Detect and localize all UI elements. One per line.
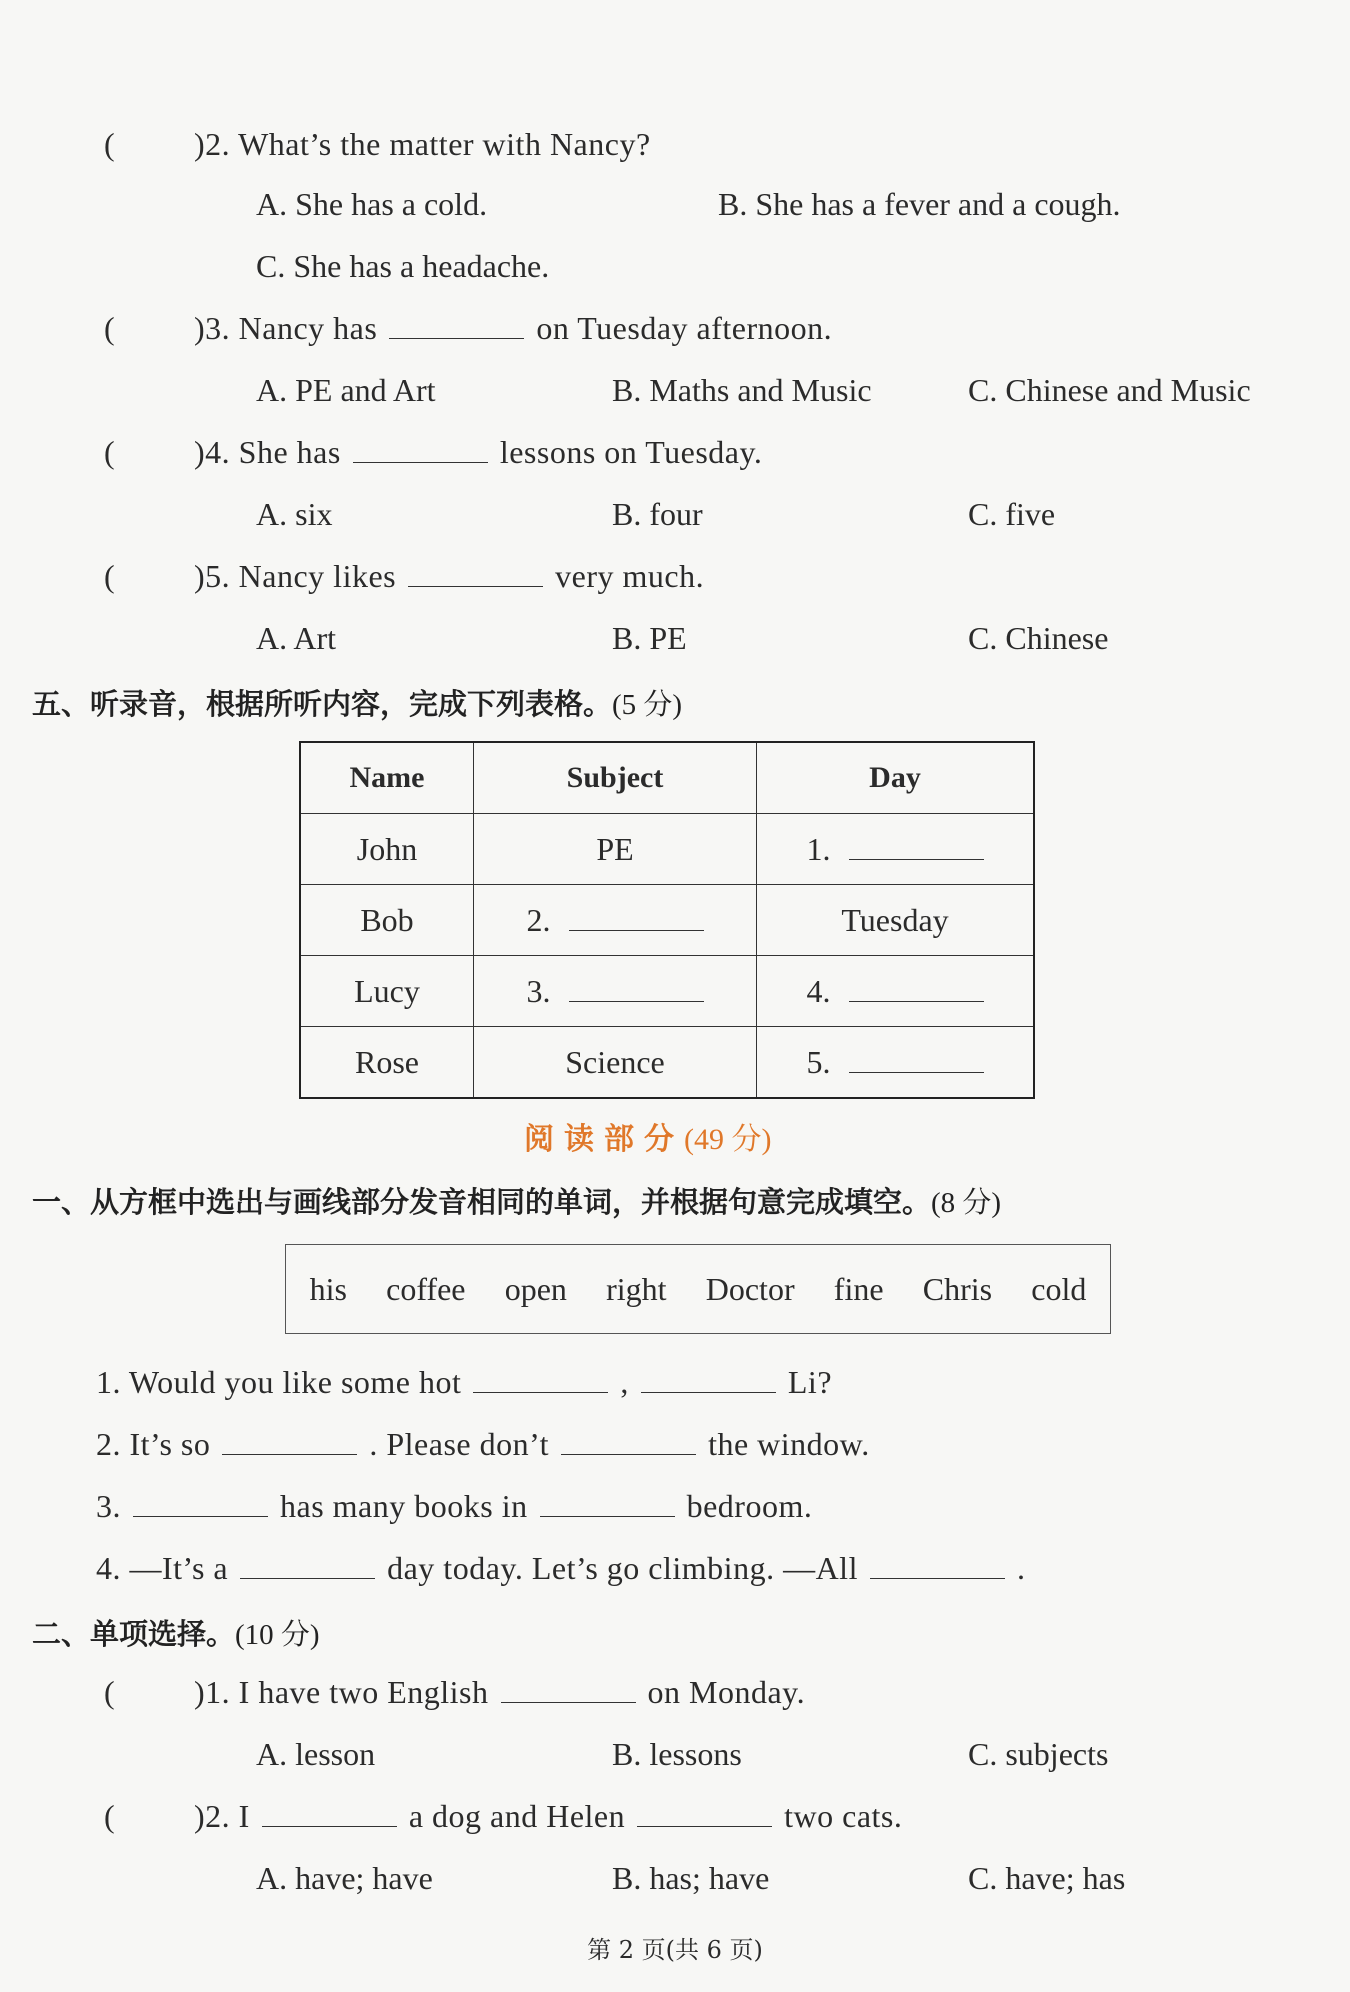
sentence-text: day today. Let’s go climbing. —All [387,1550,858,1586]
option-a: A. She has a cold. [256,186,488,222]
table-cell: John [300,814,474,885]
answer-blank[interactable] [849,831,984,860]
table-cell: Rose [300,1027,474,1099]
question-stem [194,558,704,595]
option-c: C. Chinese and Music [968,372,1251,408]
section-score: (5 分) [612,689,683,721]
table-cell [474,885,757,956]
stem-text: on Tuesday afternoon. [536,310,833,346]
table-cell [757,814,1035,885]
answer-blank[interactable] [240,1550,375,1579]
answer-blank[interactable] [641,1364,776,1393]
section-score: (10 分) [235,1619,320,1651]
sentence-text: bedroom. [686,1488,813,1524]
section-title-text: 五、听录音，根据所听内容，完成下列表格。 [32,687,613,721]
option-c: C. Chinese [968,620,1109,656]
answer-blank[interactable] [870,1550,1005,1579]
answer-blank[interactable] [389,310,524,339]
answer-blank[interactable] [637,1798,772,1827]
answer-blank[interactable] [222,1426,357,1455]
listening-table [299,741,1035,1099]
fill-sentence [96,1364,832,1401]
sentence-text: Li? [787,1364,833,1400]
stem-text: )1. I have two English [194,1674,489,1710]
option-c: C. have; has [968,1860,1126,1896]
table-header: Subject [474,742,757,814]
section-title-text: 二、单项选择。 [32,1617,236,1651]
stem-text: )5. Nancy likes [194,558,397,594]
question-stem [194,434,762,471]
question-stem [194,310,832,347]
word-option: Chris [922,1270,993,1307]
word-option: cold [1031,1270,1087,1307]
sentence-text: 4. —It’s a [96,1550,229,1586]
question-stem: )2. What’s the matter with Nancy? [194,126,651,162]
table-cell: Tuesday [757,885,1035,956]
answer-blank[interactable] [353,434,488,463]
sentence-text: , [620,1364,629,1400]
blank-number: 1. [806,830,831,867]
answer-blank[interactable] [133,1488,268,1517]
blank-number: 5. [806,1043,831,1080]
option-b: B. four [612,496,703,532]
option-b: B. Maths and Music [612,372,872,408]
answer-blank[interactable] [569,902,704,931]
answer-blank[interactable] [849,1044,984,1073]
word-box [285,1244,1111,1334]
fill-sentence [96,1426,870,1463]
sentence-text: 2. It’s so [96,1426,211,1462]
answer-paren[interactable]: ( [104,1798,115,1834]
answer-blank[interactable] [408,558,543,587]
word-option: fine [833,1270,884,1307]
fill-sentence [96,1550,1025,1587]
option-a: A. six [256,496,333,532]
answer-blank[interactable] [561,1426,696,1455]
option-c: C. subjects [968,1736,1109,1772]
table-header: Day [757,742,1035,814]
option-b: B. lessons [612,1736,742,1772]
section-score: (8 分) [931,1187,1002,1219]
table-cell [757,1027,1035,1099]
option-a: A. lesson [256,1736,376,1772]
word-option: his [309,1270,347,1307]
table-cell: Lucy [300,956,474,1027]
stem-text: on Monday. [647,1674,806,1710]
sentence-text: . [1016,1550,1026,1586]
answer-paren[interactable]: ( [104,310,115,346]
stem-text: two cats. [784,1798,903,1834]
answer-paren[interactable]: ( [104,1674,115,1710]
option-a: A. Art [256,620,336,656]
blank-number: 4. [806,972,831,1009]
sentence-text: the window. [708,1426,870,1462]
table-cell: Science [474,1027,757,1099]
part-title-text: 阅读部分 [524,1122,684,1157]
option-b: B. PE [612,620,687,656]
sentence-text: has many books in [280,1488,528,1524]
answer-paren[interactable]: ( [104,434,115,470]
table-row [300,814,1034,885]
question-stem [194,1798,902,1835]
table-cell [757,956,1035,1027]
word-option: Doctor [705,1270,795,1307]
question-stem [194,1674,805,1711]
table-cell: Bob [300,885,474,956]
word-option: coffee [386,1270,466,1307]
table-header: Name [300,742,474,814]
answer-blank[interactable] [569,973,704,1002]
blank-number: 2. [526,901,551,938]
table-cell [474,956,757,1027]
part-score: (49 分) [684,1123,772,1156]
option-c: C. five [968,496,1056,532]
section-title [32,1180,1001,1221]
table-row [300,885,1034,956]
stem-text: lessons on Tuesday. [499,434,763,470]
sentence-text: . Please don’t [369,1426,550,1462]
stem-text: very much. [555,558,705,594]
answer-paren[interactable]: ( [104,558,115,594]
sentence-text: 1. Would you like some hot [96,1364,462,1400]
section-title [32,682,682,723]
option-a: A. have; have [256,1860,433,1896]
blank-number: 3. [526,972,551,1009]
fill-sentence [96,1488,812,1525]
option-b: B. has; have [612,1860,770,1896]
section-title-text: 一、从方框中选出与画线部分发音相同的单词，并根据句意完成填空。 [32,1185,932,1219]
answer-blank[interactable] [473,1364,608,1393]
answer-blank[interactable] [540,1488,675,1517]
stem-text: )4. She has [194,434,341,470]
stem-text: )3. Nancy has [194,310,378,346]
section-title [32,1612,320,1653]
answer-paren[interactable]: ( [104,126,115,162]
page-footer: 第 2 页(共 6 页) [587,1936,763,1964]
stem-text: a dog and Helen [408,1798,626,1834]
option-c: C. She has a headache. [256,248,550,284]
part-title [524,1114,771,1158]
option-a: A. PE and Art [256,372,436,408]
table-header-row [300,742,1034,814]
table-row [300,956,1034,1027]
answer-blank[interactable] [849,973,984,1002]
word-option: open [504,1270,567,1307]
word-option: right [606,1270,667,1307]
table-row [300,1027,1034,1099]
stem-text: )2. I [194,1798,250,1834]
sentence-text: 3. [96,1488,121,1524]
answer-blank[interactable] [262,1798,397,1827]
option-b: B. She has a fever and a cough. [718,186,1121,222]
answer-blank[interactable] [501,1674,636,1703]
table-cell: PE [474,814,757,885]
